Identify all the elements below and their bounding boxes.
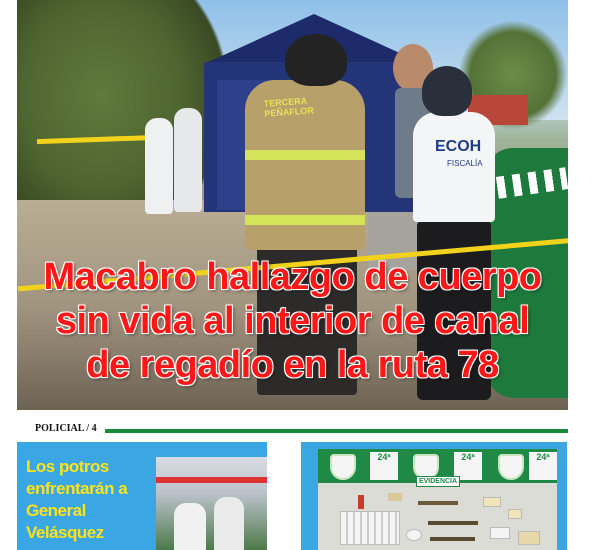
sports-headline-line-3: General — [26, 501, 86, 520]
sports-story-card[interactable] — [17, 442, 267, 550]
seized-weapon — [430, 537, 475, 541]
sports-headline-line-4: Velásquez — [26, 523, 104, 542]
firefighter-helmet — [285, 34, 347, 86]
section-divider — [105, 429, 568, 433]
reflective-stripe — [245, 150, 365, 160]
jacket-line-2: PEÑAFLOR — [264, 105, 315, 119]
precinct-badge — [370, 452, 398, 480]
precinct-badge-text: 24ª — [536, 452, 550, 462]
jacket-line-1: TERCERA — [263, 95, 308, 109]
football-player — [214, 497, 244, 550]
police-seizure-card[interactable] — [301, 442, 567, 550]
ecoh-vest-text: ECOH — [435, 138, 482, 155]
evidence-label: EVIDENCIA — [416, 476, 460, 487]
sports-headline — [26, 456, 156, 544]
football-player — [174, 503, 206, 550]
stand-stripe — [156, 477, 267, 483]
seized-weapon — [418, 501, 458, 505]
reflective-stripe — [245, 215, 365, 225]
firefighter-jacket-text — [263, 95, 314, 118]
precinct-badge-text: 24ª — [377, 452, 391, 462]
seized-item — [358, 495, 364, 509]
headline-line-1: Macabro hallazgo de cuerpo — [43, 256, 542, 298]
fiscalia-vest-text: FISCALÍA — [447, 159, 483, 168]
precinct-badge — [529, 452, 557, 480]
seized-packet — [508, 509, 522, 519]
carabineros-shield-icon — [330, 454, 356, 480]
forensic-officer — [145, 118, 173, 214]
seized-packet — [483, 497, 501, 507]
detective-head — [422, 66, 472, 116]
headline-line-3: de regadío en la ruta 78 — [86, 344, 499, 386]
section-header — [17, 422, 568, 438]
sports-headline-line-1: Los potros — [26, 457, 109, 476]
football-players-photo — [156, 457, 267, 550]
section-label: POLICIAL / 4 — [35, 423, 97, 434]
seized-packets — [340, 511, 400, 545]
seized-packet — [490, 527, 510, 539]
headline-line-2: sin vida al interior de canal — [55, 300, 530, 342]
precinct-badge-text: 24ª — [461, 452, 475, 462]
seized-evidence-photo — [318, 449, 557, 550]
carabineros-shield-icon — [498, 454, 524, 480]
main-headline[interactable] — [17, 255, 568, 387]
seized-packet — [518, 531, 540, 545]
seized-item — [388, 493, 402, 501]
sports-headline-line-2: enfrentarán a — [26, 479, 128, 498]
seized-packet — [406, 529, 422, 541]
seized-weapon — [428, 521, 478, 525]
forensic-officer — [174, 108, 202, 212]
